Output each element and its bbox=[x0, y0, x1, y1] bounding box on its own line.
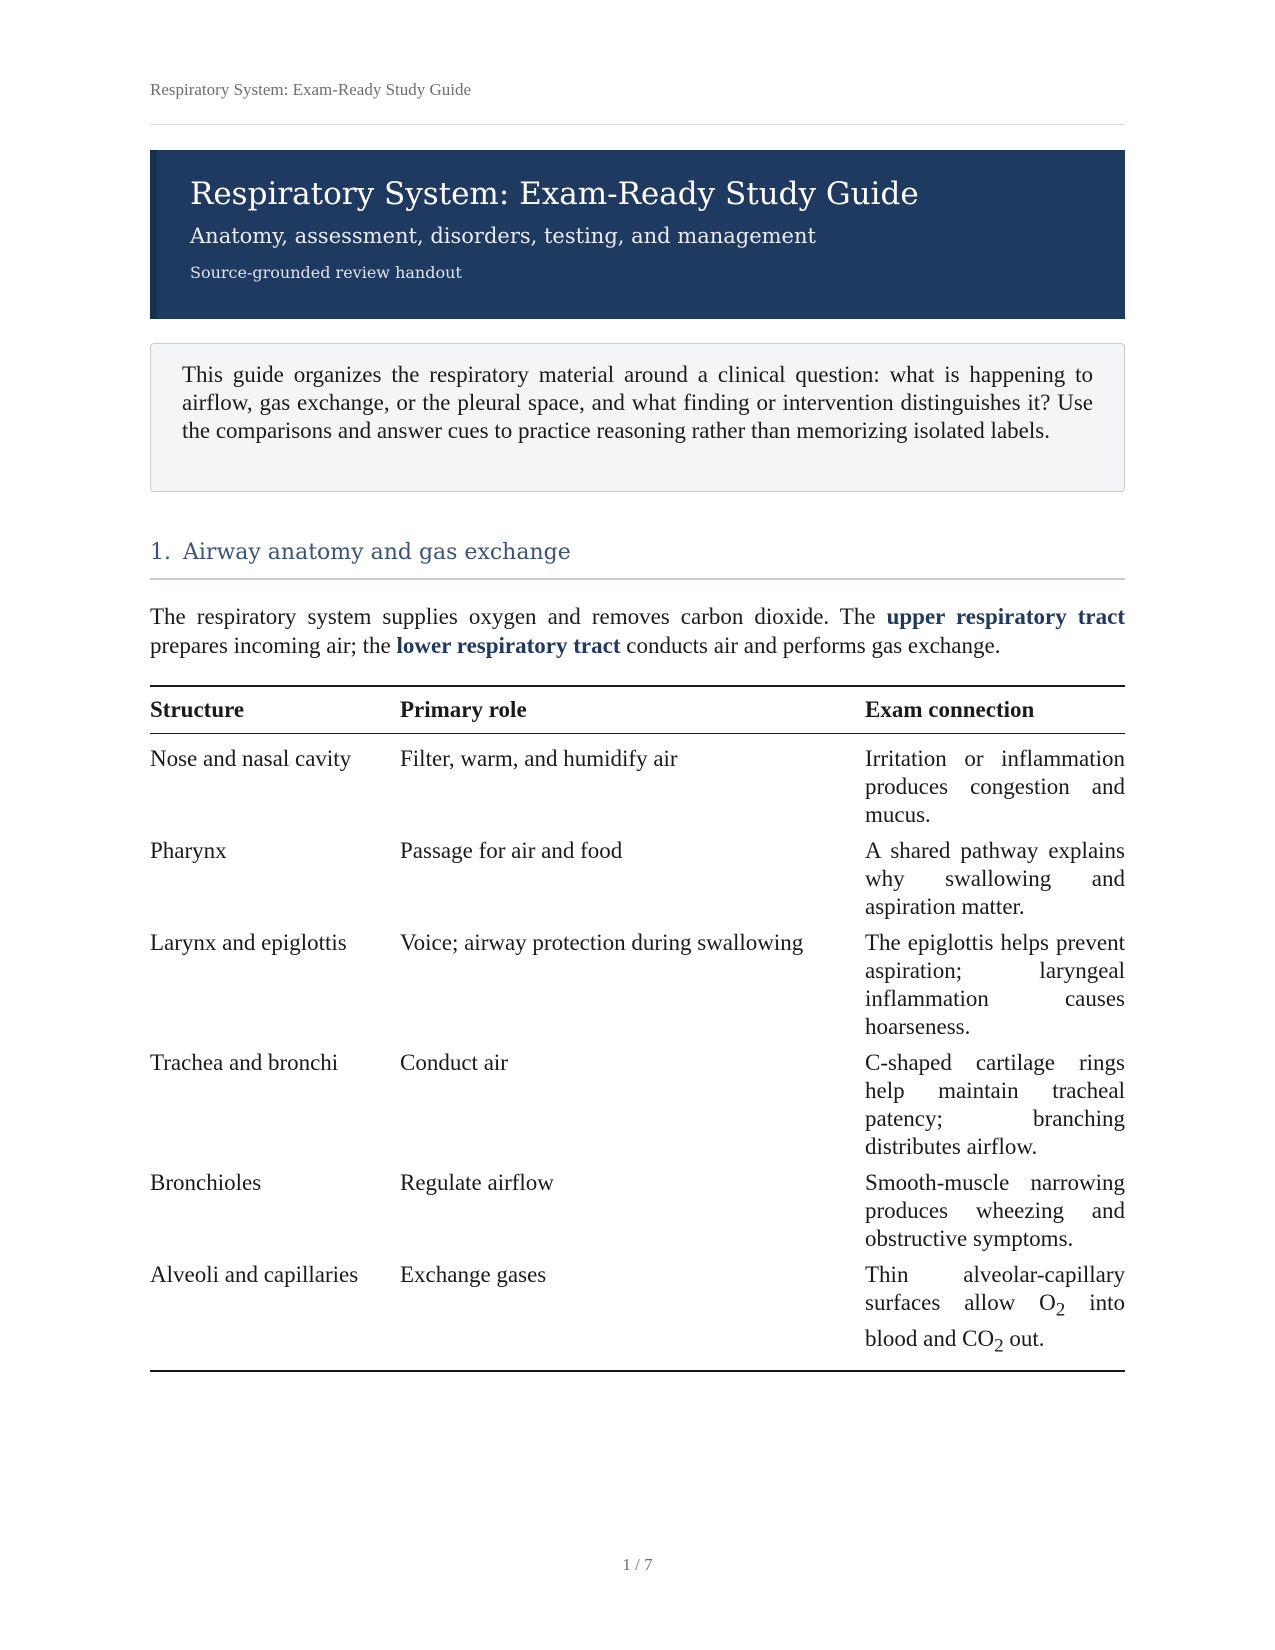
exam-text: out. bbox=[1003, 1325, 1045, 1351]
document-subtitle: Anatomy, assessment, disorders, testing, and management bbox=[190, 224, 816, 248]
cell-role: Voice; airway protection during swallowing bbox=[400, 930, 804, 955]
cell-role: Exchange gases bbox=[400, 1262, 547, 1287]
section-paragraph bbox=[150, 602, 1125, 660]
cell-role: Conduct air bbox=[400, 1050, 508, 1075]
para-text: conducts air and performs gas exchange. bbox=[620, 633, 1001, 658]
cell-exam: A shared pathway explains why swallowing and aspiration matter. bbox=[865, 838, 1125, 919]
cell-structure: Larynx and epiglottis bbox=[150, 930, 347, 955]
table-row bbox=[150, 923, 1125, 1043]
cell-structure: Trachea and bronchi bbox=[150, 1050, 339, 1075]
term-lower-respiratory-tract: lower respiratory tract bbox=[396, 633, 621, 658]
cell-role: Regulate airflow bbox=[400, 1170, 554, 1195]
cell-structure: Bronchioles bbox=[150, 1170, 262, 1195]
column-header-structure: Structure bbox=[150, 686, 400, 734]
cell-exam bbox=[865, 1255, 1125, 1371]
table-header-row bbox=[150, 686, 1125, 734]
cell-role: Filter, warm, and humidify air bbox=[400, 746, 678, 771]
para-text: The respiratory system supplies oxygen and removes carbon dioxide. The bbox=[150, 604, 887, 629]
cell-structure: Nose and nasal cavity bbox=[150, 746, 352, 771]
exam-text: into blood and CO bbox=[865, 1290, 1125, 1351]
table-row bbox=[150, 1043, 1125, 1163]
page-number: 1 / 7 bbox=[622, 1555, 653, 1574]
column-header-role: Primary role bbox=[400, 686, 865, 734]
cell-structure: Alveoli and capillaries bbox=[150, 1262, 359, 1287]
para-text: prepares incoming air; the bbox=[150, 633, 397, 658]
running-header: Respiratory System: Exam-Ready Study Guide bbox=[150, 80, 472, 99]
cell-exam: Smooth-muscle narrowing produces wheezing and obstructive symptoms. bbox=[865, 1170, 1125, 1251]
cell-exam: Irritation or inflammation produces congestion and mucus. bbox=[865, 746, 1125, 827]
section-heading bbox=[150, 540, 571, 565]
column-header-exam: Exam connection bbox=[865, 686, 1125, 734]
term-upper-respiratory-tract: upper respiratory tract bbox=[886, 604, 1126, 629]
section-divider bbox=[150, 578, 1125, 580]
table-row bbox=[150, 734, 1125, 832]
table-row bbox=[150, 831, 1125, 923]
intro-callout: This guide organizes the respiratory material around a clinical question: what is happening to airflow, gas exchange, or the pleural space, and what finding or intervention distinguishes it? Use the comparisons and answer cues to practice reasoning rather than memorizing isolated labels. bbox=[150, 343, 1125, 492]
subscript: 2 bbox=[1055, 1299, 1066, 1321]
document-title: Respiratory System: Exam-Ready Study Guide bbox=[190, 176, 919, 212]
header-divider bbox=[150, 124, 1125, 125]
table-row bbox=[150, 1163, 1125, 1255]
structures-table bbox=[150, 685, 1125, 1372]
section-number: 1. bbox=[150, 540, 171, 565]
exam-text: Thin alveolar-capillary surfaces allow O bbox=[865, 1262, 1125, 1315]
subscript: 2 bbox=[994, 1335, 1004, 1357]
cell-structure: Pharynx bbox=[150, 838, 227, 863]
section-title: Airway anatomy and gas exchange bbox=[183, 540, 571, 565]
document-note: Source-grounded review handout bbox=[190, 263, 462, 282]
title-banner bbox=[150, 150, 1125, 319]
cell-exam: C-shaped cartilage rings help maintain tracheal patency; branching distributes airflow. bbox=[865, 1050, 1125, 1159]
cell-exam: The epiglottis helps prevent aspiration; laryngeal inflammation causes hoarseness. bbox=[865, 930, 1125, 1039]
table-row bbox=[150, 1255, 1125, 1371]
cell-role: Passage for air and food bbox=[400, 838, 623, 863]
